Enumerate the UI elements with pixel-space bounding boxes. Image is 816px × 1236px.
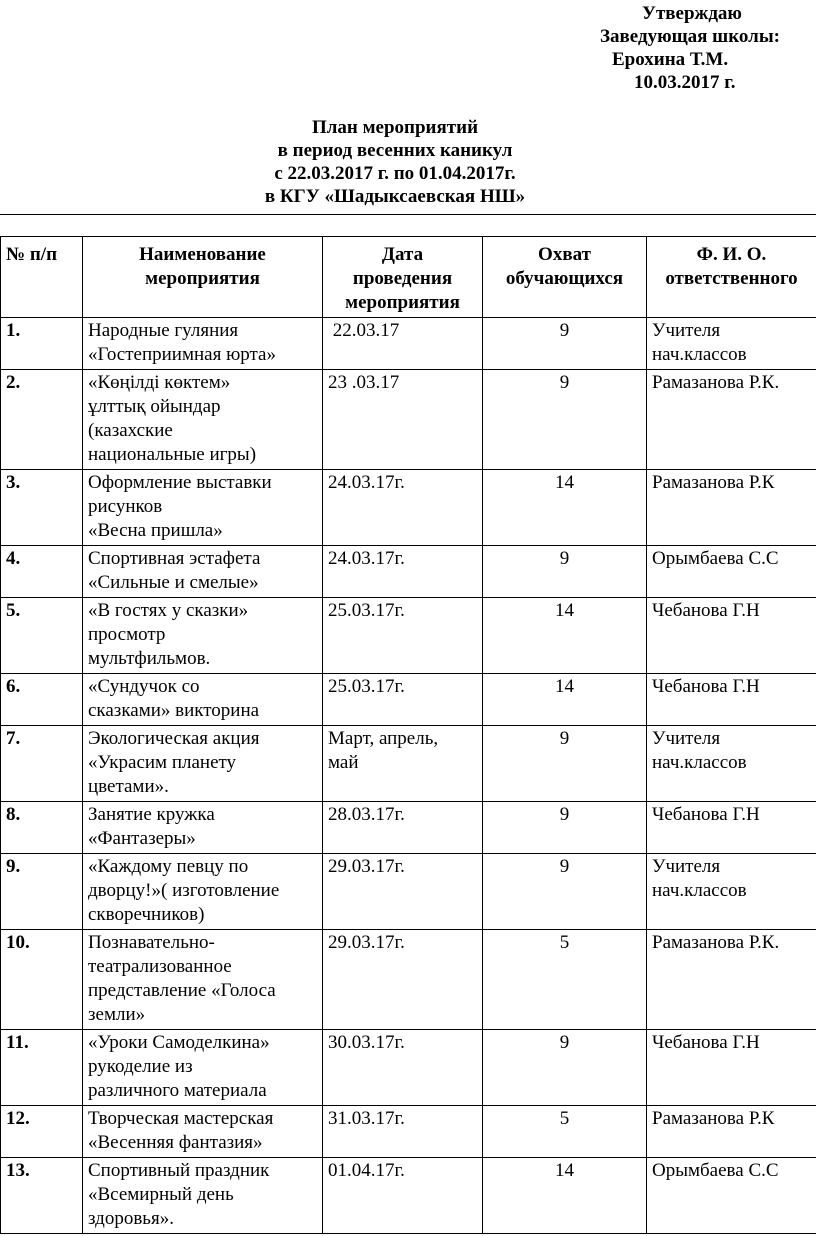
event-name-line: представление «Голоса [88, 980, 276, 1001]
cell-num: 9. [1, 854, 83, 930]
responsible-line: Чебанова Г.Н [652, 676, 760, 697]
cell-coverage: 9 [483, 546, 647, 598]
cell-responsible [647, 318, 816, 370]
event-name-line: рисунков [88, 496, 163, 517]
responsible-line: нач.классов [652, 880, 747, 901]
cell-responsible [647, 370, 816, 470]
header-coverage [483, 237, 647, 318]
cell-date: 29.03.17г. [323, 930, 483, 1030]
table-row [1, 370, 816, 470]
cell-date: 22.03.17 [323, 318, 483, 370]
cell-date: 01.04.17г. [323, 1158, 483, 1234]
event-name-line: «Всемирный день [88, 1184, 234, 1205]
event-name-line: здоровья». [88, 1208, 174, 1229]
cell-responsible [647, 546, 816, 598]
cell-num: 8. [1, 802, 83, 854]
event-name-line: Народные гуляния [88, 320, 239, 341]
cell-num: 3. [1, 470, 83, 546]
title-line: План мероприятий [311, 117, 479, 138]
cell-num: 2. [1, 370, 83, 470]
header-text: Охват [538, 244, 591, 265]
cell-coverage: 9 [483, 726, 647, 802]
responsible-line: Чебанова Г.Н [652, 1032, 760, 1053]
responsible-line: Рамазанова Р.К. [652, 372, 780, 393]
approval-position: Заведующая школы: [600, 26, 780, 47]
cell-responsible [647, 1158, 816, 1234]
responsible-line: Рамазанова Р.К [652, 472, 775, 493]
events-table [0, 236, 816, 1234]
event-name-line: «Фантазеры» [88, 828, 196, 849]
table-row [1, 470, 816, 546]
table-row [1, 318, 816, 370]
header-date [323, 237, 483, 318]
approval-block [560, 2, 810, 94]
header-person [647, 237, 816, 318]
cell-coverage: 14 [483, 598, 647, 674]
cell-num: 10. [1, 930, 83, 1030]
cell-event-name [83, 930, 323, 1030]
cell-event-name [83, 726, 323, 802]
cell-event-name [83, 318, 323, 370]
event-name-line: рукоделие из [88, 1056, 193, 1077]
cell-coverage: 9 [483, 854, 647, 930]
cell-coverage: 14 [483, 1158, 647, 1234]
cell-event-name [83, 1030, 323, 1106]
header-text: мероприятия [145, 268, 260, 289]
cell-event-name [83, 546, 323, 598]
cell-event-name [83, 598, 323, 674]
cell-responsible [647, 1030, 816, 1106]
table-row [1, 1030, 816, 1106]
cell-coverage: 9 [483, 1030, 647, 1106]
event-name-line: различного материала [88, 1080, 267, 1101]
responsible-line: Рамазанова Р.К [652, 1108, 775, 1129]
cell-date: 24.03.17г. [323, 546, 483, 598]
event-name-line: театрализованное [88, 956, 232, 977]
table-row [1, 802, 816, 854]
cell-date: 31.03.17г. [323, 1106, 483, 1158]
event-name-line: просмотр [88, 624, 166, 645]
cell-coverage: 14 [483, 470, 647, 546]
event-name-line: ұлттық ойындар [88, 396, 221, 417]
cell-event-name [83, 674, 323, 726]
cell-responsible [647, 854, 816, 930]
cell-num: 11. [1, 1030, 83, 1106]
title-line: в КГУ «Шадыксаевская НШ» [264, 186, 526, 207]
event-name-line: «Уроки Самоделкина» [88, 1032, 270, 1053]
event-name-line: Занятие кружка [88, 804, 215, 825]
cell-num: 1. [1, 318, 83, 370]
responsible-line: Учителя [652, 856, 721, 877]
cell-coverage: 9 [483, 370, 647, 470]
table-row [1, 598, 816, 674]
cell-event-name [83, 370, 323, 470]
cell-coverage: 9 [483, 802, 647, 854]
event-name-line: «Сильные и смелые» [88, 572, 259, 593]
event-name-line: цветами». [88, 776, 169, 797]
table-row [1, 1106, 816, 1158]
horizontal-rule [0, 214, 816, 215]
table-row [1, 930, 816, 1030]
cell-event-name [83, 1106, 323, 1158]
table-header-row [1, 237, 816, 318]
event-name-line: «Сундучок со [88, 676, 200, 697]
header-text: обучающихся [505, 268, 624, 289]
responsible-line: Орымбаева С.С [652, 548, 779, 569]
cell-responsible [647, 674, 816, 726]
cell-date: 28.03.17г. [323, 802, 483, 854]
approval-line: Утверждаю [642, 3, 742, 24]
event-name-line: «Весенняя фантазия» [88, 1132, 263, 1153]
event-name-line: «Весна пришла» [88, 520, 223, 541]
event-name-line: Познавательно- [88, 932, 215, 953]
cell-date: Март, апрель, май [323, 726, 483, 802]
table-row [1, 726, 816, 802]
table-row [1, 1158, 816, 1234]
responsible-line: Учителя [652, 728, 721, 749]
event-name-line: Спортивный праздник [88, 1160, 270, 1181]
cell-responsible [647, 802, 816, 854]
cell-responsible [647, 598, 816, 674]
responsible-line: Орымбаева С.С [652, 1160, 779, 1181]
document-title [0, 116, 790, 208]
title-line: с 22.03.2017 г. по 01.04.2017г. [274, 163, 516, 184]
responsible-line: Чебанова Г.Н [652, 804, 760, 825]
event-name-line: Оформление выставки [88, 472, 272, 493]
cell-date: 23 .03.17 [323, 370, 483, 470]
header-num: № п/п [1, 237, 83, 318]
event-name-line: земли» [88, 1004, 146, 1025]
event-name-line: Спортивная эстафета [88, 548, 261, 569]
approval-person: Ерохина Т.М. [612, 49, 729, 70]
event-name-line: Экологическая акция [88, 728, 260, 749]
event-name-line: «В гостях у сказки» [88, 600, 249, 621]
responsible-line: Рамазанова Р.К. [652, 932, 780, 953]
cell-coverage: 5 [483, 930, 647, 1030]
header-text: Ф. И. О. [696, 244, 767, 265]
responsible-line: Чебанова Г.Н [652, 600, 760, 621]
event-name-line: «Гостеприимная юрта» [88, 344, 276, 365]
table-row [1, 674, 816, 726]
cell-coverage: 9 [483, 318, 647, 370]
responsible-line: нач.классов [652, 752, 747, 773]
title-line: в период весенних каникул [277, 140, 513, 161]
header-text: Дата [381, 244, 424, 265]
cell-num: 13. [1, 1158, 83, 1234]
header-name [83, 237, 323, 318]
cell-date: 30.03.17г. [323, 1030, 483, 1106]
table-row [1, 854, 816, 930]
approval-date: 10.03.2017 г. [634, 72, 736, 93]
cell-responsible [647, 470, 816, 546]
cell-responsible [647, 930, 816, 1030]
cell-date: 25.03.17г. [323, 674, 483, 726]
event-name-line: «Көңілді көктем» [88, 372, 231, 393]
event-name-line: национальные игры) [88, 444, 257, 465]
cell-event-name [83, 802, 323, 854]
header-text: мероприятия [345, 292, 460, 313]
header-text: проведения [352, 268, 453, 289]
table-row [1, 546, 816, 598]
cell-responsible [647, 726, 816, 802]
event-name-line: скворечников) [88, 904, 205, 925]
cell-num: 4. [1, 546, 83, 598]
event-name-line: Творческая мастерская [88, 1108, 274, 1129]
cell-coverage: 5 [483, 1106, 647, 1158]
event-name-line: (казахские [88, 420, 173, 441]
cell-num: 6. [1, 674, 83, 726]
responsible-line: Учителя [652, 320, 721, 341]
event-name-line: мультфильмов. [88, 648, 211, 669]
event-name-line: дворцу!»( изготовление [88, 880, 280, 901]
cell-num: 5. [1, 598, 83, 674]
cell-coverage: 14 [483, 674, 647, 726]
cell-num: 12. [1, 1106, 83, 1158]
cell-responsible [647, 1106, 816, 1158]
cell-date: 29.03.17г. [323, 854, 483, 930]
event-name-line: «Каждому певцу по [88, 856, 249, 877]
cell-event-name [83, 1158, 323, 1234]
cell-event-name [83, 470, 323, 546]
cell-date: 25.03.17г. [323, 598, 483, 674]
responsible-line: нач.классов [652, 344, 747, 365]
header-text: ответственного [665, 268, 798, 289]
event-name-line: «Украсим планету [88, 752, 237, 773]
header-text: Наименование [139, 244, 266, 265]
cell-event-name [83, 854, 323, 930]
event-name-line: сказками» викторина [88, 700, 260, 721]
cell-date: 24.03.17г. [323, 470, 483, 546]
cell-num: 7. [1, 726, 83, 802]
